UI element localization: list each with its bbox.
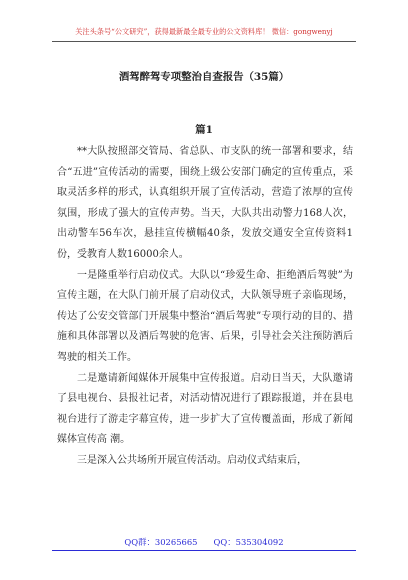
document-body <box>57 142 353 472</box>
section-heading: 篇1 <box>195 124 213 136</box>
footer-divider <box>52 550 356 551</box>
paragraph-intro: **大队按照部交管局、省总队、市支队的统一部署和要求，结合“五进”宣传活动的需要，围绕上级公安部门确定的宣传重点，采取灵活多样的形式，认真组织开展了宣传活动，营造了浓厚的宣传氛围，形成了强大的宣传声势。当天，大队共出动警力168人次，出动警车56车次，悬挂宣传横幅40条，发放交通安全宣传资料1份，受教育人数16000余人。 <box>57 146 353 260</box>
paragraph-launch-ceremony: 一是隆重举行启动仪式。大队以“珍爱生命、拒绝酒后驾驶”为宣传主题，在大队门前开展了启动仪式，大队领导班子亲临现场，传达了公安交管部门开展集中整治“酒后驾驶”专项行动的目的、措施和具体部署以及酒后驾驶的危害、后果，引导社会关注预防酒后驾驶的相关工作。 <box>57 269 353 363</box>
footer-qq-group: QQ群：30265665 <box>124 537 198 547</box>
paragraph-media-coverage: 二是邀请新闻媒体开展集中宣传报道。启动日当天，大队邀请了县电视台、县报社记者，对活动情况进行了跟踪报道，并在县电视台进行了游走字幕宣传，进一步扩大了宣传覆盖面，形成了新闻媒体宣传高 潮。 <box>57 372 353 446</box>
header-note: 关注头条号“公文研究”，获得最新最全最专业的公文资料库！ 微信：gongwenyj <box>75 27 333 36</box>
paragraph-public-places: 三是深入公共场所开展宣传活动。启动仪式结束后， <box>77 454 307 466</box>
header-divider <box>52 41 356 42</box>
document-title: 酒驾醉驾专项整治自查报告（35篇） <box>118 71 290 83</box>
footer-contact <box>0 536 408 548</box>
footer-qq: QQ：535304092 <box>213 537 284 547</box>
